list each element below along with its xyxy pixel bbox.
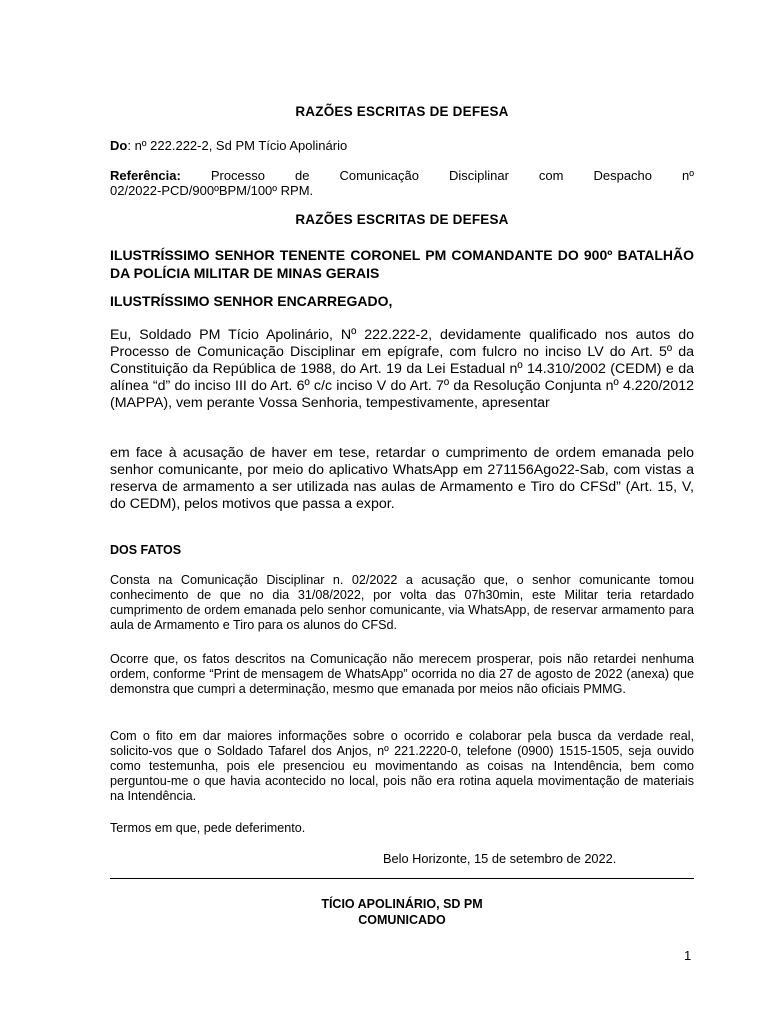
from-text: : nº 222.222-2, Sd PM Tício Apolinário xyxy=(127,138,348,153)
facts-paragraph: Ocorre que, os fatos descritos na Comunicação não merecem prosperar, pois não retardei nenhuma ordem, conforme “Print de mensagem de WhatsApp” ocorrida no dia 27 de agosto de 2022 (anexa) que demonstra que cumpri a determinação, mesmo que emanada por meios não oficiais PMMG. xyxy=(110,652,694,696)
signature-name: TÍCIO APOLINÁRIO, SD PM xyxy=(321,897,483,911)
from-label: Do xyxy=(110,138,128,153)
place-date: Belo Horizonte, 15 de setembro de 2022. xyxy=(383,851,617,866)
signature-role: COMUNICADO xyxy=(358,913,446,927)
document-subtitle: RAZÕES ESCRITAS DE DEFESA xyxy=(295,212,509,227)
reference-text-1: Processo de Comunicação Disciplinar com Despacho nº xyxy=(180,168,694,183)
document-title: RAZÕES ESCRITAS DE DEFESA xyxy=(295,104,509,119)
signature-line xyxy=(110,878,694,879)
document-page xyxy=(110,0,694,1024)
address-officer: ILUSTRÍSSIMO SENHOR ENCARREGADO, xyxy=(110,293,393,309)
from-line xyxy=(110,138,694,153)
reference-line-2: 02/2022-PCD/900ºBPM/100º RPM. xyxy=(110,183,314,198)
page-number: 1 xyxy=(684,948,692,963)
address-commander: ILUSTRÍSSIMO SENHOR TENENTE CORONEL PM COMANDANTE DO 900º BATALHÃO DA POLÍCIA MILITAR DE MINAS GERAIS xyxy=(110,247,694,281)
reference-line-1 xyxy=(110,168,694,183)
facts-heading: DOS FATOS xyxy=(110,543,182,557)
reference-label: Referência: xyxy=(110,168,181,183)
intro-paragraph: Eu, Soldado PM Tício Apolinário, Nº 222.222-2, devidamente qualificado nos autos do Processo de Comunicação Disciplinar em epígrafe, com fulcro no inciso LV do Art. 5º da Constituição da República de 1988, do Art. 19 da Lei Estadual nº 14.310/2002 (CEDM) e da alínea “d” do inciso III do Art. 6º c/c inciso V do Art. 7º da Resolução Conjunta nº 4.220/2012 (MAPPA), vem perante Vossa Senhoria, tempestivamente, apresentar xyxy=(110,327,694,411)
closing-request: Termos em que, pede deferimento. xyxy=(110,821,306,835)
facts-paragraph: Consta na Comunicação Disciplinar n. 02/2022 a acusação que, o senhor comunicante tomou conhecimento de que no dia 31/08/2022, por volta das 07h30min, este Militar teria retardado cumprimento de ordem emanada pelo senhor comunicante, via WhatsApp, de reservar armamento para aula de Armamento e Tiro para os alunos do CFSd. xyxy=(110,573,694,632)
facts-paragraph: Com o fito em dar maiores informações sobre o ocorrido e colaborar pela busca da verdade real, solicito-vos que o Soldado Tafarel dos Anjos, nº 221.2220-0, telefone (0900) 1515-1505, seja ouvido como testemunha, pois ele presenciou eu movimentando as coisas na Intendência, bem como perguntou-me o que havia acontecido no local, pois não era rotina aquela movimentação de materiais na Intendência. xyxy=(110,729,694,803)
accusation-paragraph: em face à acusação de haver em tese, retardar o cumprimento de ordem emanada pelo senhor comunicante, por meio do aplicativo WhatsApp em 271156Ago22-Sab, com vistas a reserva de armamento a ser utilizada nas aulas de Armamento e Tiro do CFSd” (Art. 15, V, do CEDM), pelos motivos que passa a expor. xyxy=(110,445,694,512)
